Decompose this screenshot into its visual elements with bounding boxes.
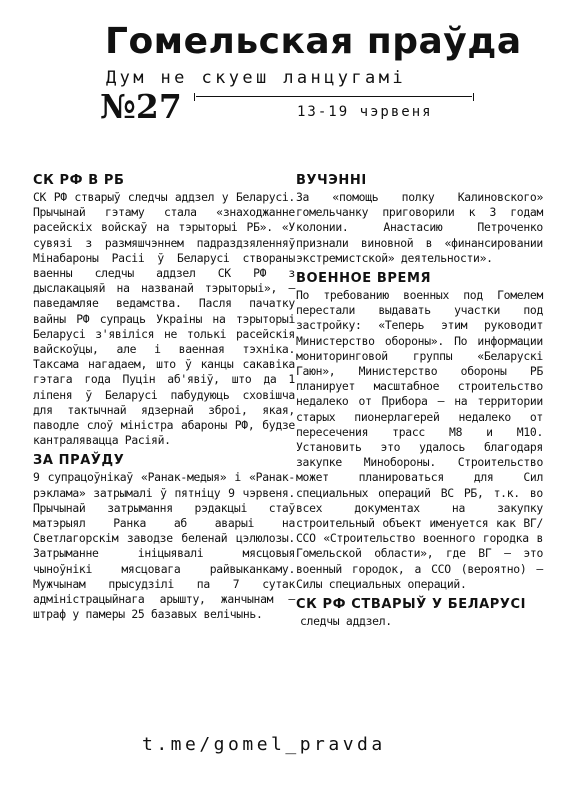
left-column bbox=[33, 172, 295, 622]
right-column bbox=[296, 172, 543, 629]
article-heading: ВУЧЭННІ bbox=[296, 173, 367, 188]
article-body: 9 супрацоўнікаў «Ранак-медыя» і «Ранак-рэклама» затрымалі ў пятніцу 9 чэрвеня. Прычынай затрымання рэдакцыі стаў матэрыял Ранка аб аварыі на Светлагорскім заводзе беленай цэлюлозы. Затрыманне ініцыявалі мясцовыя чыноўнікі мясцовага райвыканкаму. Мужчынам прысудзілі па 7 сутак адміністрацыйнага арышту, жанчынам — штраф у памеры 25 базавых велічынь. bbox=[33, 470, 295, 622]
article-body: СК РФ стварыў следчы аддзел у Беларусі. Прычынай гэтаму стала «знаходжанне расейскіх войскаў на тэрыторыі РБ». «У сувязі з размяшчэннем падраздзяленняў Мінабароны Расіі ў Беларусі створаны ваенны следчы аддзел СК РФ з дыслакацыяй на названай тэрыторыі», — паведамляе ведамства. Пасля пачатку вайны РФ супраць Украіны на тэрыторыі Беларусі з'явіліся не толькі расейскія вайскоўцы, але і ваенная тэхніка. Таксама нагадаем, што ў канцы сакавіка гэтага года Пуцін аб'явіў, што да 1 ліпеня ў Беларусі пабудуюць сховішча для тактычнай ядзернай зброі, якая, паводле слоў міністра абароны РФ, будзе кантралявацца Расіяй. bbox=[33, 190, 295, 448]
article-heading: СК РФ В РБ bbox=[33, 173, 125, 188]
article-heading: СК РФ СТВАРЫЎ У БЕЛАРУСІ bbox=[296, 597, 527, 613]
article bbox=[296, 270, 543, 592]
issue-number: №27 bbox=[100, 87, 182, 126]
newspaper-title: Гомельская праўда bbox=[105, 21, 522, 62]
telegram-link[interactable]: t.me/gomel_pravda bbox=[142, 734, 386, 755]
article-body: следчы аддзел. bbox=[300, 614, 392, 629]
article bbox=[33, 452, 295, 622]
article bbox=[296, 596, 543, 629]
masthead-divider bbox=[196, 96, 472, 97]
article-body: За «помощь полку Калиновского» гомельчанку приговорили к 3 годам колонии. Анастасию Петроченко признали виновной в «финансировании экстремистской» деятельности». bbox=[296, 190, 543, 265]
article-body: По требованию военных под Гомелем перестали выдавать участки под застройку: «Теперь этим руководит Министерство обороны». По информации мониторинговой группы «Беларускі Гаюн», Министерство обороны РБ планирует масштабное строительство недалеко от Прибора — на территории старых пионерлагерей недалеко от пересечения трасс М8 и М10. Установить это удалось благодаря закупке Минобороны. Строительство может планироваться для Сил специальных операций ВС РБ, т.к. во всех документах на закупку строительный объект именуется как ВГ/ССО «Строительство военного городка в Гомельской области», где ВГ — это военный городок, а ССО (вероятно) — Силы специальных операций. bbox=[296, 288, 543, 591]
article bbox=[296, 172, 543, 266]
newspaper-motto: Дум не скуеш ланцугамі bbox=[106, 68, 406, 88]
article bbox=[33, 172, 295, 448]
article-heading: ВОЕННОЕ ВРЕМЯ bbox=[296, 271, 432, 287]
article-heading: ЗА ПРАЎДУ bbox=[33, 453, 125, 469]
issue-dates: 13-19 чэрвеня bbox=[297, 104, 433, 120]
